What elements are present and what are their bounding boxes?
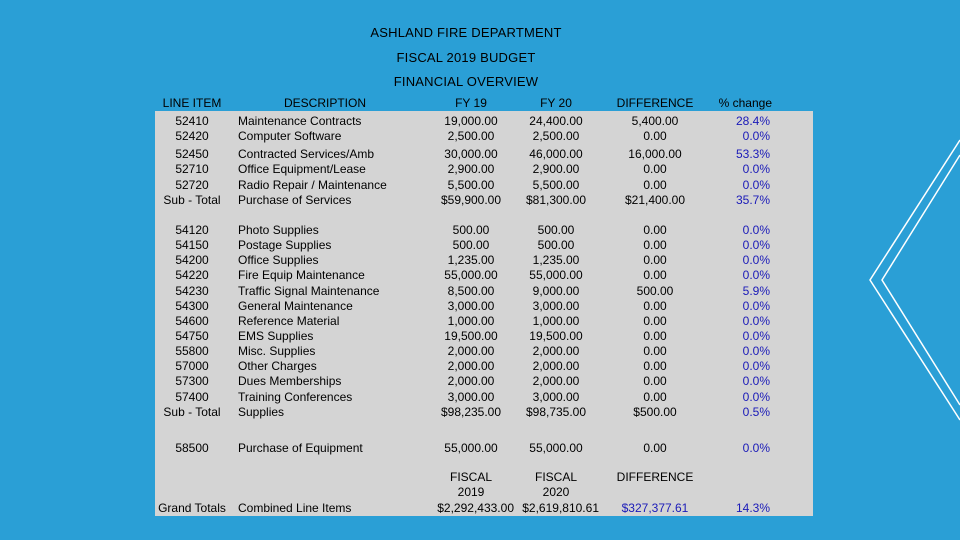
difference-amount: 0.00 [643, 359, 667, 373]
percent-change: 0.0% [742, 223, 770, 237]
fy20-amount: 2,500.00 [532, 129, 580, 143]
difference-amount: 0.00 [643, 238, 667, 252]
line-item: 52450 [175, 147, 209, 161]
percent-change: 0.0% [742, 390, 770, 404]
description: Postage Supplies [238, 238, 332, 252]
difference-amount: 0.00 [643, 223, 667, 237]
fy20-amount: 1,235.00 [532, 253, 580, 267]
table-row [0, 298, 960, 314]
difference-amount: $21,400.00 [624, 193, 686, 207]
table-row [0, 113, 960, 129]
grand-total-fy19: $2,292,433.00 [437, 501, 514, 515]
fy20-amount: 5,500.00 [532, 178, 580, 192]
fy20-amount: 9,000.00 [532, 284, 580, 298]
description: Computer Software [238, 129, 342, 143]
table-row [0, 283, 960, 299]
percent-change: 0.0% [742, 178, 770, 192]
fy19-amount: 30,000.00 [444, 147, 498, 161]
description: Purchase of Services [238, 193, 352, 207]
percent-change: 0.5% [742, 405, 770, 419]
fy20-amount: 19,500.00 [529, 329, 583, 343]
grand-fy20-label-2: 2020 [542, 485, 570, 499]
header-fy20: FY 20 [540, 96, 572, 110]
percent-change: 53.3% [735, 147, 770, 161]
line-item: 58500 [175, 441, 209, 455]
difference-amount: 0.00 [643, 390, 667, 404]
fy19-amount: 5,500.00 [447, 178, 495, 192]
description: Reference Material [238, 314, 340, 328]
fy19-amount: 500.00 [452, 238, 490, 252]
line-item: Sub - Total [163, 405, 221, 419]
fy20-amount: 55,000.00 [529, 268, 583, 282]
percent-change: 0.0% [742, 344, 770, 358]
description: Training Conferences [238, 390, 353, 404]
table-row [0, 358, 960, 374]
line-item: 52710 [175, 162, 209, 176]
percent-change: 0.0% [742, 329, 770, 343]
grand-total-row [0, 500, 960, 516]
fy19-amount: 3,000.00 [447, 299, 495, 313]
percent-change: 0.0% [742, 268, 770, 282]
description: Contracted Services/Amb [238, 147, 375, 161]
difference-amount: 0.00 [643, 314, 667, 328]
fy20-amount: 2,000.00 [532, 344, 580, 358]
fy20-amount: 24,400.00 [529, 114, 583, 128]
table-row [0, 440, 960, 456]
description: Office Equipment/Lease [238, 162, 366, 176]
fy19-amount: 3,000.00 [447, 390, 495, 404]
fy19-amount: $59,900.00 [440, 193, 502, 207]
fy20-amount: 2,900.00 [532, 162, 580, 176]
difference-amount: 0.00 [643, 344, 667, 358]
line-item: 52410 [175, 114, 209, 128]
difference-amount: 0.00 [643, 441, 667, 455]
table-row [0, 389, 960, 405]
grand-total-label: Grand Totals [158, 501, 226, 515]
table-row [0, 373, 960, 389]
percent-change: 0.0% [742, 359, 770, 373]
table-row [0, 161, 960, 177]
difference-amount: 0.00 [643, 268, 667, 282]
header-difference: DIFFERENCE [616, 96, 694, 110]
line-item: 54150 [175, 238, 209, 252]
title-organization: ASHLAND FIRE DEPARTMENT [370, 25, 562, 40]
line-item: 57400 [175, 390, 209, 404]
difference-amount: 0.00 [643, 129, 667, 143]
fy20-amount: 500.00 [537, 238, 575, 252]
line-item: 57300 [175, 374, 209, 388]
fy19-amount: 2,500.00 [447, 129, 495, 143]
percent-change: 0.0% [742, 314, 770, 328]
difference-amount: 0.00 [643, 374, 667, 388]
table-row [0, 267, 960, 283]
percent-change: 0.0% [742, 374, 770, 388]
difference-amount: 500.00 [636, 284, 674, 298]
description: Dues Memberships [238, 374, 342, 388]
table-row [0, 192, 960, 208]
table-row [0, 313, 960, 329]
difference-amount: 0.00 [643, 253, 667, 267]
difference-amount: $500.00 [633, 405, 677, 419]
fy20-amount: 3,000.00 [532, 299, 580, 313]
difference-amount: 0.00 [643, 162, 667, 176]
table-row [0, 404, 960, 420]
line-item: 52420 [175, 129, 209, 143]
grand-fy20-label [513, 470, 599, 500]
percent-change: 35.7% [735, 193, 770, 207]
description: Photo Supplies [238, 223, 319, 237]
description: General Maintenance [238, 299, 353, 313]
table-row [0, 252, 960, 268]
table-row [0, 237, 960, 253]
line-item: 55800 [175, 344, 209, 358]
description: Traffic Signal Maintenance [238, 284, 380, 298]
percent-change: 0.0% [742, 441, 770, 455]
line-item: 52720 [175, 178, 209, 192]
fy19-amount: $98,235.00 [440, 405, 502, 419]
percent-change: 0.0% [742, 253, 770, 267]
fy19-amount: 2,000.00 [447, 344, 495, 358]
description: Misc. Supplies [238, 344, 316, 358]
fy19-amount: 500.00 [452, 223, 490, 237]
fy20-amount: $81,300.00 [525, 193, 587, 207]
header-line-item: LINE ITEM [162, 96, 222, 110]
fy19-amount: 1,235.00 [447, 253, 495, 267]
table-row [0, 146, 960, 162]
title-budget: FISCAL 2019 BUDGET [396, 50, 536, 65]
line-item: Sub - Total [163, 193, 221, 207]
difference-amount: 0.00 [643, 329, 667, 343]
fy20-amount: 55,000.00 [529, 441, 583, 455]
fy20-amount: 500.00 [537, 223, 575, 237]
fy20-amount: 46,000.00 [529, 147, 583, 161]
line-item: 54600 [175, 314, 209, 328]
description: EMS Supplies [238, 329, 314, 343]
line-item: 54750 [175, 329, 209, 343]
table-row [0, 177, 960, 193]
line-item: 54230 [175, 284, 209, 298]
grand-fy19-label-2: 2019 [457, 485, 485, 499]
description: Maintenance Contracts [238, 114, 362, 128]
fy20-amount: 3,000.00 [532, 390, 580, 404]
table-row [0, 328, 960, 344]
grand-fy19-label [428, 470, 514, 500]
percent-change: 5.9% [742, 284, 770, 298]
fy19-amount: 55,000.00 [444, 268, 498, 282]
difference-amount: 0.00 [643, 178, 667, 192]
grand-fy20-label-1: FISCAL [534, 470, 577, 484]
line-item: 57000 [175, 359, 209, 373]
percent-change: 0.0% [742, 162, 770, 176]
table-row [0, 343, 960, 359]
difference-amount: 5,400.00 [631, 114, 679, 128]
fy19-amount: 1,000.00 [447, 314, 495, 328]
description: Other Charges [238, 359, 317, 373]
fy19-amount: 19,000.00 [444, 114, 498, 128]
line-item: 54120 [175, 223, 209, 237]
description: Supplies [238, 405, 285, 419]
percent-change: 28.4% [735, 114, 770, 128]
fy19-amount: 2,900.00 [447, 162, 495, 176]
difference-amount: 0.00 [643, 299, 667, 313]
grand-total-description: Combined Line Items [238, 501, 352, 515]
header-fy19: FY 19 [455, 96, 487, 110]
line-item: 54300 [175, 299, 209, 313]
fy20-amount: 1,000.00 [532, 314, 580, 328]
fy20-amount: $98,735.00 [525, 405, 587, 419]
percent-change: 0.0% [742, 129, 770, 143]
grand-total-difference: $327,377.61 [621, 501, 689, 515]
grand-difference-label: DIFFERENCE [616, 470, 694, 484]
percent-change: 0.0% [742, 238, 770, 252]
description: Fire Equip Maintenance [238, 268, 365, 282]
fy19-amount: 55,000.00 [444, 441, 498, 455]
percent-change: 0.0% [742, 299, 770, 313]
grand-total-fy20: $2,619,810.61 [522, 501, 599, 515]
fy19-amount: 2,000.00 [447, 374, 495, 388]
header-percent-change: % change [718, 96, 772, 110]
line-item: 54200 [175, 253, 209, 267]
table-row [0, 222, 960, 238]
fy19-amount: 8,500.00 [447, 284, 495, 298]
difference-amount: 16,000.00 [628, 147, 682, 161]
table-row [0, 128, 960, 144]
grand-total-percent: 14.3% [735, 501, 770, 515]
description: Radio Repair / Maintenance [238, 178, 387, 192]
line-item: 54220 [175, 268, 209, 282]
fy19-amount: 2,000.00 [447, 359, 495, 373]
header-description: DESCRIPTION [283, 96, 366, 110]
description: Office Supplies [238, 253, 319, 267]
fy20-amount: 2,000.00 [532, 359, 580, 373]
title-overview: FINANCIAL OVERVIEW [393, 74, 539, 89]
fy19-amount: 19,500.00 [444, 329, 498, 343]
fy20-amount: 2,000.00 [532, 374, 580, 388]
grand-fy19-label-1: FISCAL [449, 470, 492, 484]
description: Purchase of Equipment [238, 441, 363, 455]
